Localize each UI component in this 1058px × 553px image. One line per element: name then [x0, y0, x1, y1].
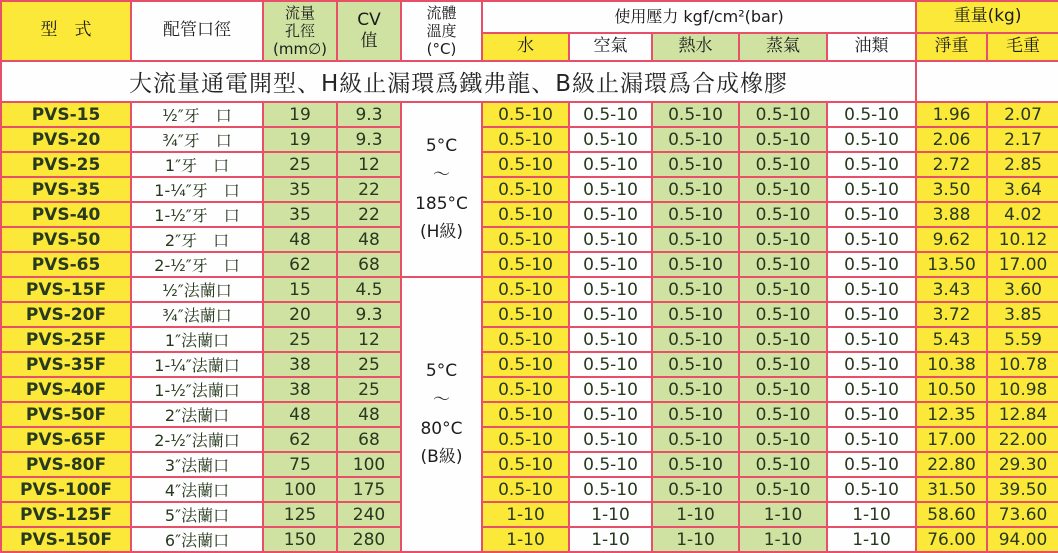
table-row [1, 302, 1058, 327]
pressure-air-cell: 0.5-10 [569, 127, 652, 152]
pipe-size-cell: 5″法蘭口 [131, 502, 263, 527]
header-net-weight: 淨重 [916, 33, 987, 61]
cv-cell: 12 [337, 152, 401, 177]
header-cv: CV 值 [337, 1, 401, 61]
model-cell: PVS-15F [1, 277, 131, 302]
net-weight-cell: 1.96 [916, 102, 987, 127]
pressure-air-cell: 0.5-10 [569, 427, 652, 452]
pressure-steam-cell: 0.5-10 [739, 352, 827, 377]
pressure-hotwater-cell: 0.5-10 [652, 377, 739, 402]
net-weight-cell: 10.38 [916, 352, 987, 377]
net-weight-cell: 2.06 [916, 127, 987, 152]
pressure-air-cell: 0.5-10 [569, 452, 652, 477]
pipe-size-cell: 1″法蘭口 [131, 327, 263, 352]
pressure-steam-cell: 0.5-10 [739, 202, 827, 227]
pipe-size-cell: 2-½″牙 口 [131, 252, 263, 277]
pressure-oil-cell: 0.5-10 [827, 302, 916, 327]
header-oil: 油類 [827, 33, 916, 61]
net-weight-cell: 58.60 [916, 502, 987, 527]
orifice-cell: 35 [263, 177, 337, 202]
pressure-air-cell: 0.5-10 [569, 152, 652, 177]
pressure-water-cell: 0.5-10 [482, 252, 569, 277]
pipe-size-cell: ¾″牙 口 [131, 127, 263, 152]
pressure-hotwater-cell: 0.5-10 [652, 127, 739, 152]
pipe-size-cell: 1-½″法蘭口 [131, 377, 263, 402]
pipe-size-cell: ½″牙 口 [131, 102, 263, 127]
pressure-steam-cell: 0.5-10 [739, 102, 827, 127]
pressure-hotwater-cell: 0.5-10 [652, 152, 739, 177]
pressure-air-cell: 0.5-10 [569, 252, 652, 277]
header-weight-group: 重量(kg) [916, 1, 1058, 33]
pressure-steam-cell: 0.5-10 [739, 177, 827, 202]
net-weight-cell: 31.50 [916, 477, 987, 502]
pressure-oil-cell: 0.5-10 [827, 427, 916, 452]
pipe-size-cell: ½″法蘭口 [131, 277, 263, 302]
model-cell: PVS-20F [1, 302, 131, 327]
pressure-water-cell: 0.5-10 [482, 177, 569, 202]
orifice-cell: 38 [263, 377, 337, 402]
pressure-oil-cell: 0.5-10 [827, 352, 916, 377]
net-weight-cell: 12.35 [916, 402, 987, 427]
pipe-size-cell: 2-½″法蘭口 [131, 427, 263, 452]
orifice-cell: 25 [263, 152, 337, 177]
gross-weight-cell: 2.17 [987, 127, 1058, 152]
table-row [1, 152, 1058, 177]
cv-cell: 68 [337, 427, 401, 452]
orifice-cell: 125 [263, 502, 337, 527]
pipe-size-cell: 1-¼″牙 口 [131, 177, 263, 202]
table-row [1, 477, 1058, 502]
pipe-size-cell: 2″法蘭口 [131, 402, 263, 427]
pressure-oil-cell: 0.5-10 [827, 152, 916, 177]
table-row [1, 527, 1058, 552]
gross-weight-cell: 3.64 [987, 177, 1058, 202]
orifice-cell: 15 [263, 277, 337, 302]
model-cell: PVS-40 [1, 202, 131, 227]
table-row [1, 127, 1058, 152]
model-cell: PVS-25F [1, 327, 131, 352]
pressure-water-cell: 0.5-10 [482, 377, 569, 402]
pressure-air-cell: 0.5-10 [569, 202, 652, 227]
net-weight-cell: 3.50 [916, 177, 987, 202]
pressure-water-cell: 0.5-10 [482, 102, 569, 127]
pressure-water-cell: 0.5-10 [482, 302, 569, 327]
gross-weight-cell: 2.85 [987, 152, 1058, 177]
pressure-air-cell: 0.5-10 [569, 327, 652, 352]
pipe-size-cell: 3″法蘭口 [131, 452, 263, 477]
orifice-cell: 150 [263, 527, 337, 552]
header-row-top [1, 1, 1058, 33]
pressure-water-cell: 0.5-10 [482, 202, 569, 227]
gross-weight-cell: 5.59 [987, 327, 1058, 352]
net-weight-cell: 3.43 [916, 277, 987, 302]
gross-weight-cell: 4.02 [987, 202, 1058, 227]
pressure-air-cell: 0.5-10 [569, 477, 652, 502]
pressure-steam-cell: 0.5-10 [739, 277, 827, 302]
pressure-hotwater-cell: 0.5-10 [652, 402, 739, 427]
pressure-steam-cell: 0.5-10 [739, 152, 827, 177]
orifice-cell: 25 [263, 327, 337, 352]
model-cell: PVS-35F [1, 352, 131, 377]
pressure-steam-cell: 0.5-10 [739, 252, 827, 277]
pressure-hotwater-cell: 1-10 [652, 502, 739, 527]
table-row [1, 277, 1058, 302]
table-row [1, 102, 1058, 127]
pressure-steam-cell: 0.5-10 [739, 452, 827, 477]
model-cell: PVS-150F [1, 527, 131, 552]
cv-cell: 25 [337, 352, 401, 377]
cv-cell: 22 [337, 202, 401, 227]
gross-weight-cell: 39.50 [987, 477, 1058, 502]
pipe-size-cell: 6″法蘭口 [131, 527, 263, 552]
cv-cell: 175 [337, 477, 401, 502]
gross-weight-cell: 3.60 [987, 277, 1058, 302]
net-weight-cell: 2.72 [916, 152, 987, 177]
pressure-air-cell: 0.5-10 [569, 377, 652, 402]
header-pipe-size: 配管口徑 [131, 1, 263, 61]
pressure-steam-cell: 0.5-10 [739, 377, 827, 402]
gross-weight-cell: 10.98 [987, 377, 1058, 402]
banner-text: 大流量通電開型、H級止漏環爲鐵弗龍、B級止漏環爲合成橡膠 [1, 61, 916, 102]
header-water: 水 [482, 33, 569, 61]
pressure-hotwater-cell: 0.5-10 [652, 477, 739, 502]
net-weight-cell: 10.50 [916, 377, 987, 402]
model-cell: PVS-65 [1, 252, 131, 277]
pressure-water-cell: 0.5-10 [482, 327, 569, 352]
pressure-hotwater-cell: 0.5-10 [652, 177, 739, 202]
orifice-cell: 48 [263, 402, 337, 427]
pressure-hotwater-cell: 0.5-10 [652, 202, 739, 227]
net-weight-cell: 76.00 [916, 527, 987, 552]
pressure-water-cell: 1-10 [482, 527, 569, 552]
pressure-water-cell: 0.5-10 [482, 277, 569, 302]
pressure-water-cell: 0.5-10 [482, 127, 569, 152]
model-cell: PVS-65F [1, 427, 131, 452]
model-cell: PVS-125F [1, 502, 131, 527]
gross-weight-cell: 2.07 [987, 102, 1058, 127]
orifice-cell: 75 [263, 452, 337, 477]
orifice-cell: 35 [263, 202, 337, 227]
cv-cell: 68 [337, 252, 401, 277]
table-body [1, 61, 1058, 552]
pressure-hotwater-cell: 0.5-10 [652, 452, 739, 477]
pressure-steam-cell: 0.5-10 [739, 327, 827, 352]
gross-weight-cell: 29.30 [987, 452, 1058, 477]
table-row [1, 202, 1058, 227]
pressure-oil-cell: 1-10 [827, 502, 916, 527]
pressure-steam-cell: 0.5-10 [739, 427, 827, 452]
table-row [1, 177, 1058, 202]
fluid-temp-cell: 5°C ～ 185°C (H級) [401, 102, 482, 277]
table-row [1, 377, 1058, 402]
gross-weight-cell: 12.84 [987, 402, 1058, 427]
cv-cell: 280 [337, 527, 401, 552]
pressure-air-cell: 1-10 [569, 527, 652, 552]
pressure-oil-cell: 0.5-10 [827, 102, 916, 127]
pressure-air-cell: 0.5-10 [569, 177, 652, 202]
pressure-steam-cell: 1-10 [739, 502, 827, 527]
table-row [1, 452, 1058, 477]
table-row [1, 327, 1058, 352]
cv-cell: 9.3 [337, 302, 401, 327]
pipe-size-cell: 2″牙 口 [131, 227, 263, 252]
pressure-hotwater-cell: 0.5-10 [652, 302, 739, 327]
cv-cell: 25 [337, 377, 401, 402]
model-cell: PVS-50 [1, 227, 131, 252]
gross-weight-cell: 17.00 [987, 252, 1058, 277]
fluid-temp-cell: 5°C ～ 80°C (B級) [401, 277, 482, 552]
net-weight-cell: 17.00 [916, 427, 987, 452]
banner-empty-cell [916, 61, 1058, 102]
pressure-hotwater-cell: 0.5-10 [652, 102, 739, 127]
header-gross-weight: 毛重 [987, 33, 1058, 61]
table-row [1, 227, 1058, 252]
pipe-size-cell: 1-½″牙 口 [131, 202, 263, 227]
pressure-hotwater-cell: 0.5-10 [652, 327, 739, 352]
net-weight-cell: 9.62 [916, 227, 987, 252]
cv-cell: 100 [337, 452, 401, 477]
pressure-water-cell: 1-10 [482, 502, 569, 527]
pressure-oil-cell: 0.5-10 [827, 402, 916, 427]
pressure-air-cell: 1-10 [569, 502, 652, 527]
pressure-air-cell: 0.5-10 [569, 102, 652, 127]
pressure-oil-cell: 0.5-10 [827, 227, 916, 252]
banner-row [1, 61, 1058, 102]
table-row [1, 252, 1058, 277]
orifice-cell: 19 [263, 102, 337, 127]
gross-weight-cell: 94.00 [987, 527, 1058, 552]
pressure-steam-cell: 1-10 [739, 527, 827, 552]
cv-cell: 12 [337, 327, 401, 352]
model-cell: PVS-80F [1, 452, 131, 477]
cv-cell: 22 [337, 177, 401, 202]
orifice-cell: 62 [263, 252, 337, 277]
pressure-oil-cell: 0.5-10 [827, 452, 916, 477]
model-cell: PVS-100F [1, 477, 131, 502]
model-cell: PVS-50F [1, 402, 131, 427]
model-cell: PVS-15 [1, 102, 131, 127]
pressure-oil-cell: 0.5-10 [827, 202, 916, 227]
pressure-steam-cell: 0.5-10 [739, 477, 827, 502]
model-cell: PVS-35 [1, 177, 131, 202]
header-hot-water: 熱水 [652, 33, 739, 61]
orifice-cell: 62 [263, 427, 337, 452]
pressure-steam-cell: 0.5-10 [739, 127, 827, 152]
orifice-cell: 48 [263, 227, 337, 252]
orifice-cell: 20 [263, 302, 337, 327]
pressure-steam-cell: 0.5-10 [739, 402, 827, 427]
header-air: 空氣 [569, 33, 652, 61]
pressure-steam-cell: 0.5-10 [739, 227, 827, 252]
pressure-hotwater-cell: 0.5-10 [652, 227, 739, 252]
pressure-air-cell: 0.5-10 [569, 227, 652, 252]
model-cell: PVS-40F [1, 377, 131, 402]
header-pressure-group: 使用壓力 kgf/cm²(bar) [482, 1, 916, 33]
pressure-oil-cell: 0.5-10 [827, 127, 916, 152]
header-steam: 蒸氣 [739, 33, 827, 61]
pipe-size-cell: 4″法蘭口 [131, 477, 263, 502]
pressure-water-cell: 0.5-10 [482, 452, 569, 477]
cv-cell: 4.5 [337, 277, 401, 302]
header-orifice: 流量 孔徑 (mm∅) [263, 1, 337, 61]
pressure-water-cell: 0.5-10 [482, 352, 569, 377]
table-row [1, 402, 1058, 427]
net-weight-cell: 3.88 [916, 202, 987, 227]
pressure-water-cell: 0.5-10 [482, 152, 569, 177]
pressure-oil-cell: 0.5-10 [827, 327, 916, 352]
pressure-oil-cell: 0.5-10 [827, 252, 916, 277]
pressure-oil-cell: 0.5-10 [827, 477, 916, 502]
net-weight-cell: 5.43 [916, 327, 987, 352]
pressure-hotwater-cell: 0.5-10 [652, 352, 739, 377]
pressure-air-cell: 0.5-10 [569, 402, 652, 427]
pressure-oil-cell: 0.5-10 [827, 177, 916, 202]
orifice-cell: 100 [263, 477, 337, 502]
pipe-size-cell: 1-¼″法蘭口 [131, 352, 263, 377]
pipe-size-cell: 1″牙 口 [131, 152, 263, 177]
model-cell: PVS-20 [1, 127, 131, 152]
orifice-cell: 38 [263, 352, 337, 377]
pressure-water-cell: 0.5-10 [482, 427, 569, 452]
net-weight-cell: 3.72 [916, 302, 987, 327]
pressure-hotwater-cell: 0.5-10 [652, 252, 739, 277]
cv-cell: 48 [337, 227, 401, 252]
net-weight-cell: 13.50 [916, 252, 987, 277]
pressure-water-cell: 0.5-10 [482, 477, 569, 502]
pressure-hotwater-cell: 0.5-10 [652, 277, 739, 302]
pipe-size-cell: ¾″法蘭口 [131, 302, 263, 327]
header-model: 型 式 [1, 1, 131, 61]
gross-weight-cell: 22.00 [987, 427, 1058, 452]
cv-cell: 240 [337, 502, 401, 527]
gross-weight-cell: 10.78 [987, 352, 1058, 377]
pressure-water-cell: 0.5-10 [482, 402, 569, 427]
cv-cell: 9.3 [337, 102, 401, 127]
pressure-air-cell: 0.5-10 [569, 302, 652, 327]
pressure-oil-cell: 0.5-10 [827, 377, 916, 402]
model-cell: PVS-25 [1, 152, 131, 177]
pressure-water-cell: 0.5-10 [482, 227, 569, 252]
gross-weight-cell: 73.60 [987, 502, 1058, 527]
pressure-hotwater-cell: 0.5-10 [652, 427, 739, 452]
gross-weight-cell: 10.12 [987, 227, 1058, 252]
pressure-steam-cell: 0.5-10 [739, 302, 827, 327]
pressure-air-cell: 0.5-10 [569, 277, 652, 302]
gross-weight-cell: 3.85 [987, 302, 1058, 327]
pressure-oil-cell: 1-10 [827, 527, 916, 552]
cv-cell: 9.3 [337, 127, 401, 152]
table-row [1, 427, 1058, 452]
table-header [1, 1, 1058, 61]
pressure-oil-cell: 0.5-10 [827, 277, 916, 302]
header-fluid-temp: 流體 溫度 (°C) [401, 1, 482, 61]
pressure-air-cell: 0.5-10 [569, 352, 652, 377]
table-row [1, 352, 1058, 377]
net-weight-cell: 22.80 [916, 452, 987, 477]
pressure-hotwater-cell: 1-10 [652, 527, 739, 552]
table-row [1, 502, 1058, 527]
orifice-cell: 19 [263, 127, 337, 152]
cv-cell: 48 [337, 402, 401, 427]
